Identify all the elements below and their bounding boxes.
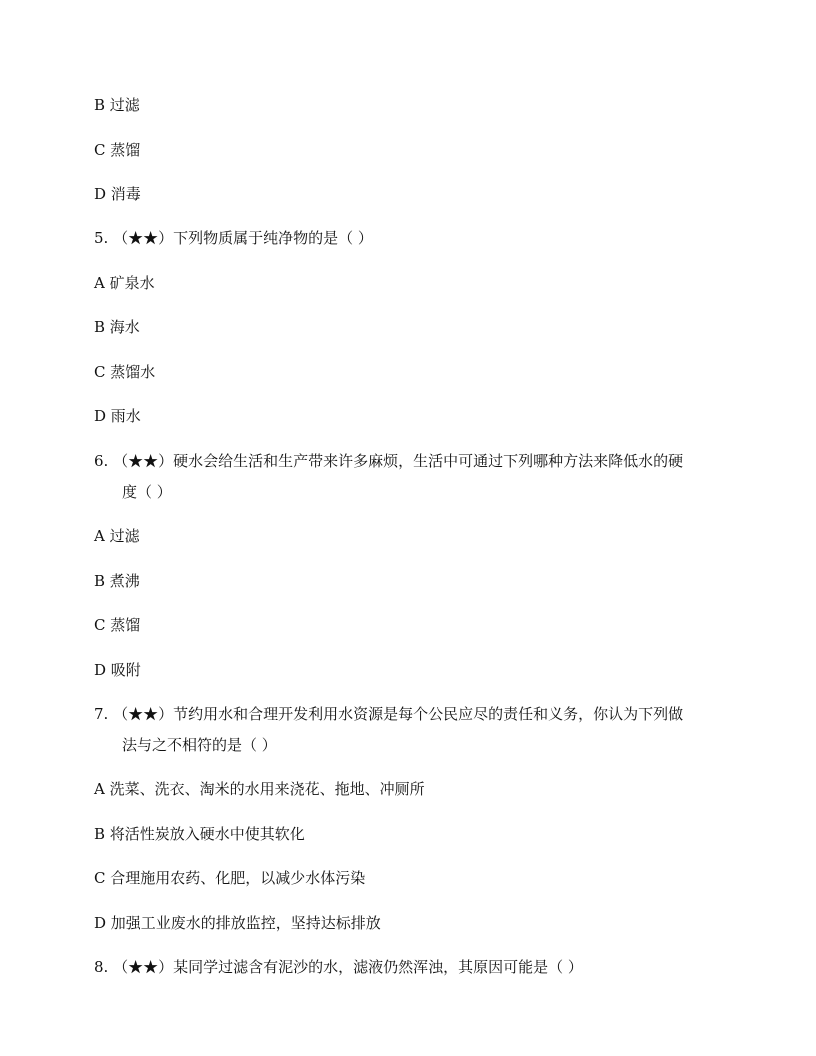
q7-option-b: B 将活性炭放入硬水中使其软化	[94, 825, 305, 843]
q4-option-c: C 蒸馏	[94, 141, 141, 159]
q5-option-a: A 矿泉水	[94, 274, 155, 292]
q4-option-d: D 消毒	[94, 185, 141, 203]
q7-option-a: A 洗菜、洗衣、淘米的水用来浇花、拖地、冲厕所	[94, 780, 425, 798]
q7-option-c: C 合理施用农药、化肥，以减少水体污染	[94, 869, 366, 887]
q5-option-b: B 海水	[94, 318, 140, 336]
q7-stem-line1: 7. （★★）节约用水和合理开发利用水资源是每个公民应尽的责任和义务，你认为下列做	[94, 705, 684, 723]
q6-option-b: B 煮沸	[94, 572, 140, 590]
q5-option-d: D 雨水	[94, 407, 141, 425]
q6-stem-line2: 度（ ）	[122, 483, 172, 501]
q6-option-c: C 蒸馏	[94, 616, 141, 634]
q6-option-a: A 过滤	[94, 527, 140, 545]
q6-stem-line1: 6. （★★）硬水会给生活和生产带来许多麻烦，生活中可通过下列哪种方法来降低水的硬	[94, 452, 684, 470]
q7-stem-line2: 法与之不相符的是（ ）	[122, 736, 277, 754]
q4-option-b: B 过滤	[94, 96, 140, 114]
q5-stem: 5. （★★）下列物质属于纯净物的是（ ）	[94, 229, 373, 247]
q8-stem: 8. （★★）某同学过滤含有泥沙的水，滤液仍然浑浊，其原因可能是（ ）	[94, 958, 583, 976]
q6-option-d: D 吸附	[94, 661, 141, 679]
q7-option-d: D 加强工业废水的排放监控，坚持达标排放	[94, 914, 381, 932]
q5-option-c: C 蒸馏水	[94, 363, 156, 381]
